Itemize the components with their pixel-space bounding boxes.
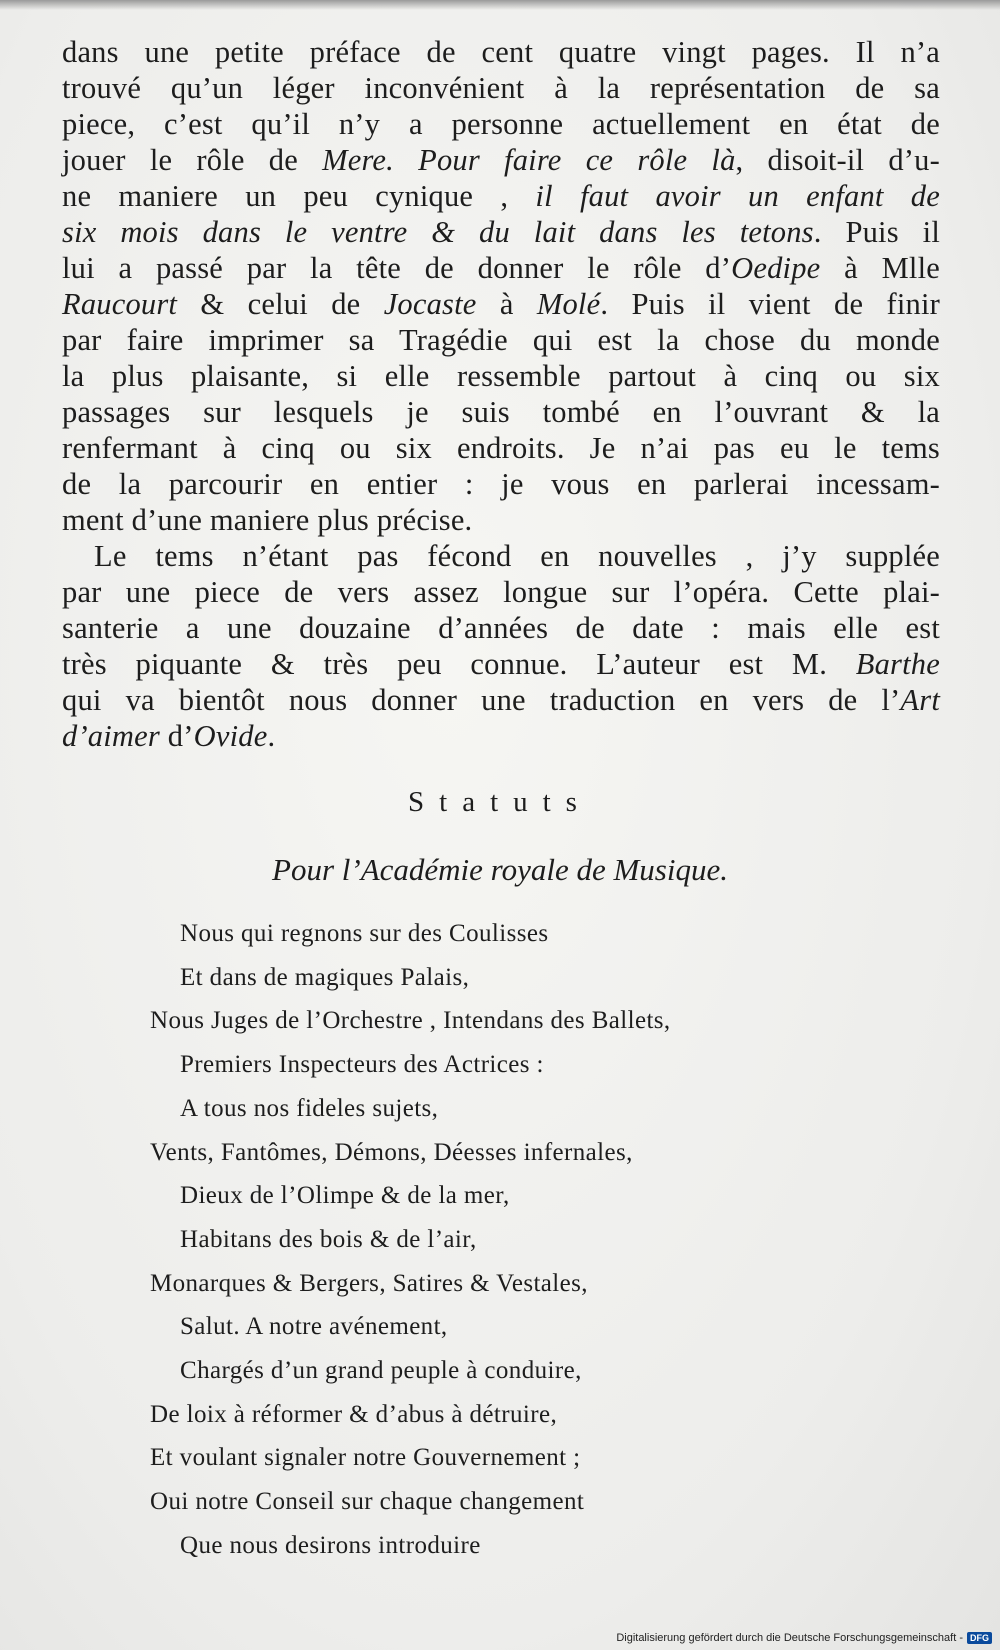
verse-line: Nous Juges de l’Orchestre , Intendans des Ballets, <box>150 1007 671 1035</box>
text-line: jouer le rôle de Mere. Pour faire ce rôle là, disoit-il d’u- <box>62 143 940 177</box>
paragraph-1 <box>62 34 940 538</box>
verse-line: Salut. A notre avénement, <box>180 1313 448 1341</box>
text-line: par faire imprimer sa Tragédie qui est la chose du monde <box>62 323 940 357</box>
verse-line: Nous qui regnons sur des Coulisses <box>180 920 549 947</box>
text-line: lui a passé par la tête de donner le rôle d’Oedipe à Mlle <box>62 251 940 285</box>
text-line: passages sur lesquels je suis tombé en l’ouvrant & la <box>62 395 940 429</box>
text-line: d’aimer d’Ovide. <box>62 719 276 753</box>
verse-line: De loix à réformer & d’abus à détruire, <box>150 1400 558 1428</box>
text-line: de la parcourir en entier : je vous en parlerai incessam- <box>62 467 940 501</box>
text-line: piece, c’est qu’il n’y a personne actuellement en état de <box>62 107 940 141</box>
text-line: Raucourt & celui de Jocaste à Molé. Puis il vient de finir <box>62 287 941 321</box>
text-line: renfermant à cinq ou six endroits. Je n’ai pas eu le tems <box>62 431 940 465</box>
verse-line: Monarques & Bergers, Satires & Vestales, <box>150 1269 588 1297</box>
text-line: la plus plaisante, si elle ressemble partout à cinq ou six <box>62 359 940 393</box>
credit-text: Digitalisierung gefördert durch die Deutsche Forschungsgemeinschaft - <box>616 1632 963 1644</box>
text-line: ne maniere un peu cynique , il faut avoir un enfant de <box>62 179 940 213</box>
dfg-logo: DFG <box>967 1632 992 1644</box>
text-line: qui va bientôt nous donner une traduction en vers de l’Art <box>62 683 940 717</box>
verse-line: Oui notre Conseil sur chaque changement <box>150 1488 585 1516</box>
verse-line: Dieux de l’Olimpe & de la mer, <box>180 1182 510 1210</box>
verse-line: Et dans de magiques Palais, <box>180 963 470 991</box>
paragraph-2 <box>62 538 940 754</box>
text-line: par une piece de vers assez longue sur l’opéra. Cette plai- <box>62 575 940 609</box>
text-line: six mois dans le ventre & du lait dans les tetons. Puis il <box>62 215 940 249</box>
text-line: santerie a une douzaine d’années de date : mais elle est <box>62 611 940 645</box>
text-line: très piquante & très peu connue. L’auteur est M. Barthe <box>62 647 940 681</box>
verse-line: A tous nos fideles sujets, <box>180 1094 439 1122</box>
text-line: ment d’une maniere plus précise. <box>62 503 473 537</box>
text-line: Le tems n’étant pas fécond en nouvelles , j’y supplée <box>94 539 940 573</box>
verse-line: Que nous desirons introduire <box>180 1531 481 1559</box>
page-top-edge <box>0 0 1000 10</box>
verse-line: Habitans des bois & de l’air, <box>180 1225 477 1253</box>
poem-verse <box>150 912 850 1568</box>
digitization-credit <box>616 1632 992 1644</box>
text-line: dans une petite préface de cent quatre vingt pages. Il n’a <box>62 35 940 69</box>
verse-line: Premiers Inspecteurs des Actrices : <box>180 1051 544 1079</box>
verse-line: Chargés d’un grand peuple à conduire, <box>180 1357 582 1385</box>
poem-title: Statuts <box>408 786 592 818</box>
poem-subtitle: Pour l’Académie royale de Musique. <box>272 852 728 887</box>
text-line: trouvé qu’un léger inconvénient à la représentation de sa <box>62 71 940 105</box>
prose-body <box>62 34 940 754</box>
verse-line: Vents, Fantômes, Démons, Déesses infernales, <box>150 1138 633 1166</box>
verse-line: Et voulant signaler notre Gouvernement ; <box>150 1444 581 1472</box>
